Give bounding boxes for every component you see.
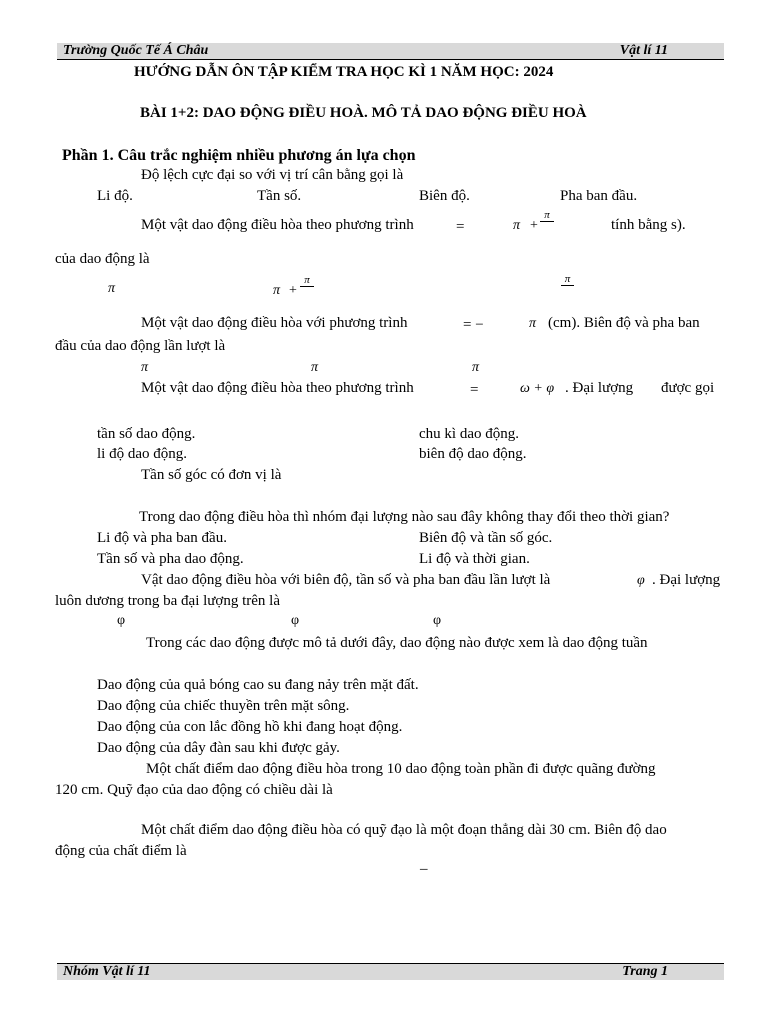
q2-option-b-fraction xyxy=(300,275,314,295)
q2-option-b-plus: + xyxy=(289,283,297,298)
q2-option-a: π xyxy=(108,281,116,296)
doc-title: HƯỚNG DẪN ÔN TẬP KIỂM TRA HỌC KÌ 1 NĂM HỌC: 2024 xyxy=(134,64,554,80)
page-footer xyxy=(57,963,724,980)
q4-option-b: chu kì dao động. xyxy=(419,426,519,442)
q2-line2: của dao động là xyxy=(55,251,150,267)
q1-option-c: Biên độ. xyxy=(419,188,470,204)
q4-stem: Một vật dao động điều hòa theo phương trình xyxy=(141,380,414,396)
q10-dash: – xyxy=(420,861,428,877)
q3-equals: = − xyxy=(463,317,484,333)
q2-tail: tính bằng s). xyxy=(611,217,686,233)
q3-option-c-pi: π xyxy=(472,360,480,375)
q3-tail: (cm). Biên độ và pha ban xyxy=(548,315,700,331)
q2-equals: = xyxy=(456,219,465,235)
q2-plus: + xyxy=(530,218,538,233)
q8-option-c: Dao động của con lắc đồng hồ khi đang hoạt động. xyxy=(97,719,403,735)
q3-option-b-pi: π xyxy=(311,360,319,375)
footer-group: Nhóm Vật lí 11 xyxy=(63,964,151,979)
q8-stem: Trong các dao động được mô tả dưới đây, dao động nào được xem là dao động tuần xyxy=(146,635,648,651)
q7-option-a-phi: φ xyxy=(117,613,126,628)
q2-option-d-fraction xyxy=(561,274,574,294)
q2-option-b-pi: π xyxy=(273,283,281,298)
q1-option-d: Pha ban đầu. xyxy=(560,188,638,204)
q7-tail: . Đại lượng xyxy=(652,572,721,588)
header-school: Trường Quốc Tế Á Châu xyxy=(63,43,209,58)
q9-line2: 120 cm. Quỹ đạo của dao động có chiều dài là xyxy=(55,782,333,798)
q5-stem: Tần số góc có đơn vị là xyxy=(141,467,282,483)
q8-option-d: Dao động của dây đàn sau khi được gảy. xyxy=(97,740,340,756)
q4-equals: = xyxy=(470,382,479,398)
q4-omega: ω + φ xyxy=(520,381,555,396)
q2-pi: π xyxy=(513,218,521,233)
q4-option-a: tần số dao động. xyxy=(97,426,196,442)
q3-option-a-pi: π xyxy=(141,360,149,375)
q2-option-b-fraction-num: π xyxy=(300,275,314,287)
q6-option-c: Tần số và pha dao động. xyxy=(97,551,244,567)
q7-option-b-phi: φ xyxy=(291,613,300,628)
part1-heading: Phần 1. Câu trắc nghiệm nhiều phương án lựa chọn xyxy=(62,147,416,164)
q9-line1: Một chất điểm dao động điều hòa trong 10 dao động toàn phần đi được quãng đường xyxy=(146,761,656,777)
q10-line1: Một chất điểm dao động điều hòa có quỹ đạo là một đoạn thẳng dài 30 cm. Biên độ dao xyxy=(141,822,667,838)
q3-pi: π xyxy=(529,316,537,331)
q2-stem: Một vật dao động điều hòa theo phương trình xyxy=(141,217,414,233)
q2-fraction-num: π xyxy=(540,210,554,222)
lesson-title: BÀI 1+2: DAO ĐỘNG ĐIỀU HOÀ. MÔ TẢ DAO ĐỘNG ĐIỀU HOÀ xyxy=(140,105,587,121)
q1-option-b: Tần số. xyxy=(257,188,302,204)
q8-option-a: Dao động của quả bóng cao su đang nảy trên mặt đất. xyxy=(97,677,419,693)
q2-fraction xyxy=(540,210,554,230)
q6-option-b: Biên độ và tần số góc. xyxy=(419,530,553,546)
q2-option-d-fraction-num: π xyxy=(561,274,574,286)
q7-line2: luôn dương trong ba đại lượng trên là xyxy=(55,593,280,609)
q4-tail2: được gọi xyxy=(661,380,715,396)
q1-option-a: Li độ. xyxy=(97,188,133,204)
q4-tail: . Đại lượng xyxy=(565,380,634,396)
q6-option-d: Li độ và thời gian. xyxy=(419,551,530,567)
q1-stem: Độ lệch cực đại so với vị trí cân bằng gọi là xyxy=(141,167,404,183)
q7-phi: φ xyxy=(637,573,645,588)
q3-stem: Một vật dao động điều hòa với phương trình xyxy=(141,315,408,331)
footer-page-number: Trang 1 xyxy=(622,964,668,979)
q7-stem: Vật dao động điều hòa với biên độ, tần số và pha ban đầu lần lượt là xyxy=(141,572,551,588)
q7-option-c-phi: φ xyxy=(433,613,442,628)
header-subject: Vật lí 11 xyxy=(619,43,668,58)
q4-option-c: li độ dao động. xyxy=(97,446,187,462)
q8-option-b: Dao động của chiếc thuyền trên mặt sông. xyxy=(97,698,350,714)
page-header xyxy=(57,43,724,60)
q6-stem: Trong dao động điều hòa thì nhóm đại lượng nào sau đây không thay đổi theo thời gian? xyxy=(139,509,670,525)
q10-line2: động của chất điểm là xyxy=(55,843,187,859)
q6-option-a: Li độ và pha ban đầu. xyxy=(97,530,227,546)
q4-option-d: biên độ dao động. xyxy=(419,446,527,462)
q3-line2: đầu của dao động lần lượt là xyxy=(55,338,226,354)
